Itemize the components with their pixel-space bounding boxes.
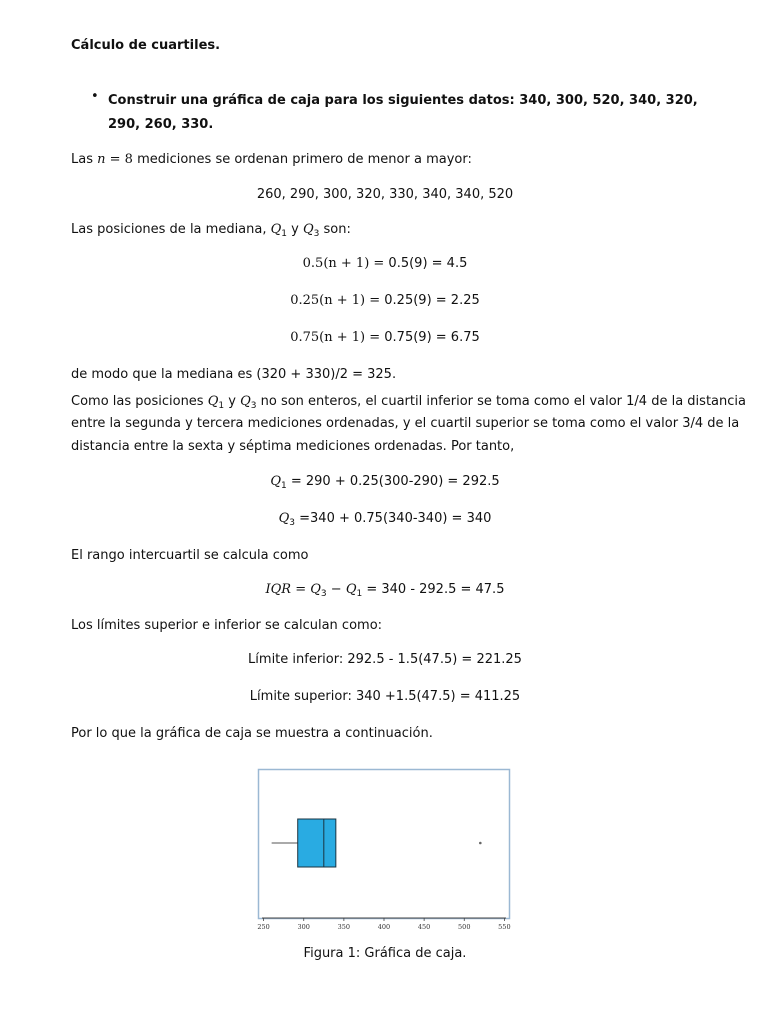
iqr-intro: El rango intercuartil se calcula como [71,548,309,563]
chart-intro: Por lo que la gráfica de caja se muestra a continuación. [71,726,433,741]
text: no son enteros, el cuartil inferior se toma como el valor 1/4 de la distancia [256,394,746,409]
math-var: Q [207,394,219,409]
limits-intro: Los límites superior e inferior se calculan como: [71,618,383,633]
median-line: de modo que la mediana es (320 + 330)/2 = 325. [71,367,397,382]
paragraph-quartiles-3: distancia entre la sexta y séptima mediciones ordenadas. Por tanto, [71,439,515,454]
math-var: Q [240,394,251,409]
text: = 290 + 0.25(300-290) = 292.5 [286,474,500,489]
text: Las posiciones de la mediana, [71,222,271,237]
text: 0.5(9) = 4.5 [388,256,468,271]
section-title: Cálculo de cuartiles. [71,38,221,53]
iqr-calculation [71,580,699,600]
math-text: 0.25(n + 1) = [290,293,385,308]
x-tick-label: 400 [377,923,391,931]
paragraph-positions [71,220,699,240]
figure-caption: Figura 1: Gráfica de caja. [303,946,467,961]
math-sub: 3 [289,518,296,528]
upper-limit: Límite superior: 340 +1.5(47.5) = 411.25 [249,689,521,704]
sorted-data: 260, 290, 300, 320, 330, 340, 340, 520 [256,187,514,202]
text: 0.75(9) = 6.75 [384,330,480,345]
math-var: Q [270,222,282,237]
math-sub: 1 [218,401,225,411]
math-var: IQR = Q [265,582,321,597]
x-tick-label: 450 [417,923,431,931]
paragraph-quartiles-1 [71,392,746,412]
text: = 340 - 292.5 = 47.5 [362,582,505,597]
math-var: n [97,152,106,167]
box-iqr [298,819,336,867]
text: son: [319,222,351,237]
math-text: = 8 [105,152,133,167]
q3-calculation [71,509,699,529]
lower-limit: Límite inferior: 292.5 - 1.5(47.5) = 221.25 [248,652,522,667]
x-tick-label: 350 [337,923,351,931]
math-sub: 1 [356,589,363,599]
text: y [224,394,241,409]
math-var: Q [278,511,290,526]
math-text: 0.75(n + 1) = [290,330,385,345]
math-sub: 3 [320,589,327,599]
math-sub: 1 [281,481,287,491]
math-sub: 3 [250,401,257,411]
bullet-icon: • [91,89,99,104]
math-sub: 3 [313,229,320,239]
x-tick-label: 250 [257,923,270,931]
q1-calculation [71,472,699,492]
text: =340 + 0.75(340-340) = 340 [295,511,492,526]
math-sub: 1 [281,229,288,239]
x-tick-label: 500 [458,923,471,931]
x-tick-label: 550 [498,923,511,931]
text: Como las posiciones [71,394,208,409]
task-text: Construir una gráfica de caja para los siguientes datos: 340, 300, 520, 340, 320, 290, 260, 330. [108,93,698,132]
paragraph-n [71,150,699,170]
box-plot-chart [250,762,520,934]
text: Las [71,152,98,167]
chart-frame [259,770,510,919]
x-tick-label: 300 [297,923,310,931]
text: 0.25(9) = 2.25 [384,293,480,308]
outlier-point [479,842,482,845]
math-var: Q [303,222,314,237]
math-var: Q [270,474,281,489]
q1-position [71,291,699,311]
math-text: 0.5(n + 1) = [302,256,389,271]
text: mediciones se ordenan primero de menor a mayor: [132,152,472,167]
text: y [287,222,303,237]
q3-position [71,328,699,348]
paragraph-quartiles-2: entre la segunda y tercera mediciones ordenadas, y el cuartil superior se toma como el valor 3/4 de la [71,416,740,431]
median-position [71,254,699,274]
math-var: − Q [326,582,357,597]
